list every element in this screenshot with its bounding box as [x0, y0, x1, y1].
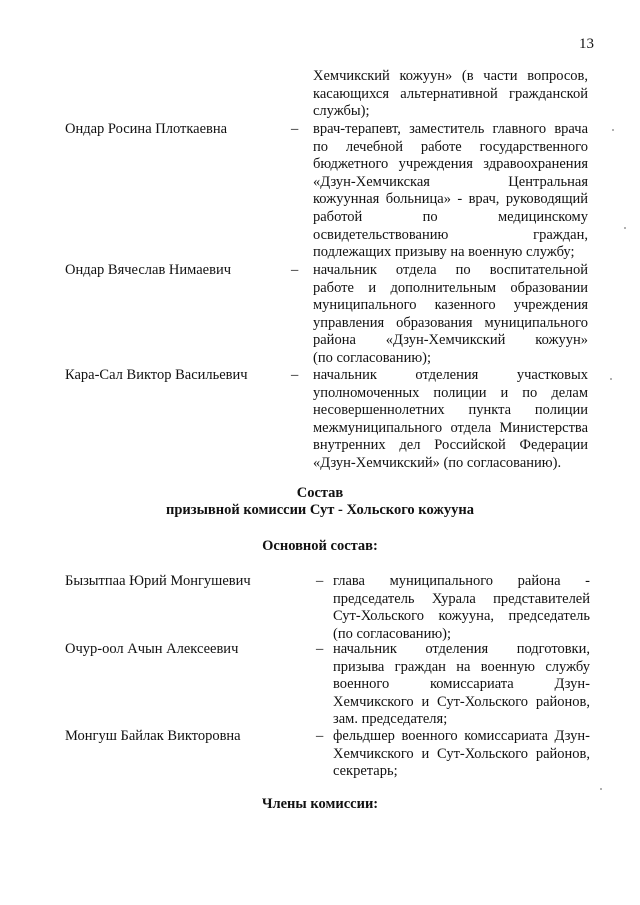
- description-line: кожуунная больница» - врач, руководящий: [313, 191, 588, 208]
- scan-speck: [612, 129, 614, 131]
- description-line: начальник отделения участковых: [313, 367, 588, 383]
- section-title: Состав: [296, 485, 344, 501]
- member-name: Ондар Росина Плоткаевна: [65, 121, 228, 137]
- main-composition-heading: Основной состав:: [262, 538, 378, 554]
- description-line: работой по медицинскому: [313, 208, 588, 225]
- description-line: Хемчикский кожуун» (в части вопросов,: [313, 68, 588, 84]
- entry-description: [333, 641, 590, 729]
- description-line: (по согласованию);: [333, 625, 452, 642]
- description-line: глава муниципального района -: [333, 573, 590, 589]
- description-line: военного комиссариата Дзун-: [333, 676, 590, 693]
- entry-description: [333, 573, 590, 643]
- dash-separator: –: [291, 262, 299, 278]
- entry-description: [313, 121, 588, 262]
- description-line: внутренних дел Российской Федерации: [313, 437, 588, 454]
- description-line: врач-терапевт, заместитель главного врача: [313, 121, 588, 137]
- description-line: освидетельствованию граждан,: [313, 226, 588, 243]
- dash-separator: –: [291, 367, 299, 383]
- description-line: (по согласованию);: [313, 349, 432, 366]
- description-line: начальник отделения подготовки,: [333, 641, 590, 657]
- member-name: Монгуш Байлак Викторовна: [65, 728, 241, 744]
- dash-separator: –: [316, 641, 324, 657]
- description-line: «Дзун-Хемчикская Центральная: [313, 173, 588, 190]
- entry-description: [313, 367, 588, 473]
- description-line: председатель Хурала представителей: [333, 590, 590, 607]
- dash-separator: –: [316, 573, 324, 589]
- scan-speck: [610, 378, 612, 380]
- description-line: касающихся альтернативной гражданской: [313, 85, 588, 102]
- description-line: уполномоченных полиции и по делам: [313, 384, 588, 401]
- page-number: 13: [579, 36, 594, 52]
- member-name: Очур-оол Ачын Алексеевич: [65, 641, 239, 657]
- description-line: начальник отдела по воспитательной: [313, 262, 588, 278]
- description-line: «Дзун-Хемчикский» (по согласованию).: [313, 454, 562, 471]
- dash-separator: –: [316, 728, 324, 744]
- description-line: Хемчикского и Сут-Хольского районов,: [333, 745, 590, 762]
- description-line: района «Дзун-Хемчикский кожуун»: [313, 332, 588, 349]
- scan-speck: [624, 227, 626, 229]
- entry-description: [333, 728, 590, 781]
- scan-speck: [600, 788, 602, 790]
- description-line: работе и дополнительным образовании: [313, 279, 588, 296]
- description-line: службы);: [313, 103, 370, 120]
- entry-description: [313, 68, 588, 121]
- description-line: Сут-Хольского кожууна, председатель: [333, 608, 590, 625]
- description-line: управления образования муниципального: [313, 314, 588, 331]
- description-line: по лечебной работе государственного: [313, 138, 588, 155]
- description-line: призыва граждан на военную службу: [333, 658, 590, 675]
- members-heading: Члены комиссии:: [261, 796, 379, 812]
- member-name: Бызытпаа Юрий Монгушевич: [65, 573, 251, 589]
- description-line: муниципального казенного учреждения: [313, 297, 588, 314]
- description-line: фельдшер военного комиссариата Дзун-: [333, 728, 590, 744]
- description-line: зам. председателя;: [333, 711, 448, 728]
- description-line: несовершеннолетних пункта полиции: [313, 402, 588, 419]
- description-line: подлежащих призыву на военную службу;: [313, 244, 575, 261]
- description-line: межмуниципального отдела Министерства: [313, 419, 588, 436]
- entry-description: [313, 262, 588, 368]
- description-line: бюджетного учреждения здравоохранения: [313, 156, 588, 173]
- member-name: Кара-Сал Виктор Васильевич: [65, 367, 248, 383]
- description-line: Хемчикского и Сут-Хольского районов,: [333, 693, 590, 710]
- dash-separator: –: [291, 121, 299, 137]
- description-line: секретарь;: [333, 763, 398, 780]
- section-subtitle: призывной комиссии Сут - Хольского кожууна: [166, 502, 474, 518]
- member-name: Ондар Вячеслав Нимаевич: [65, 262, 232, 278]
